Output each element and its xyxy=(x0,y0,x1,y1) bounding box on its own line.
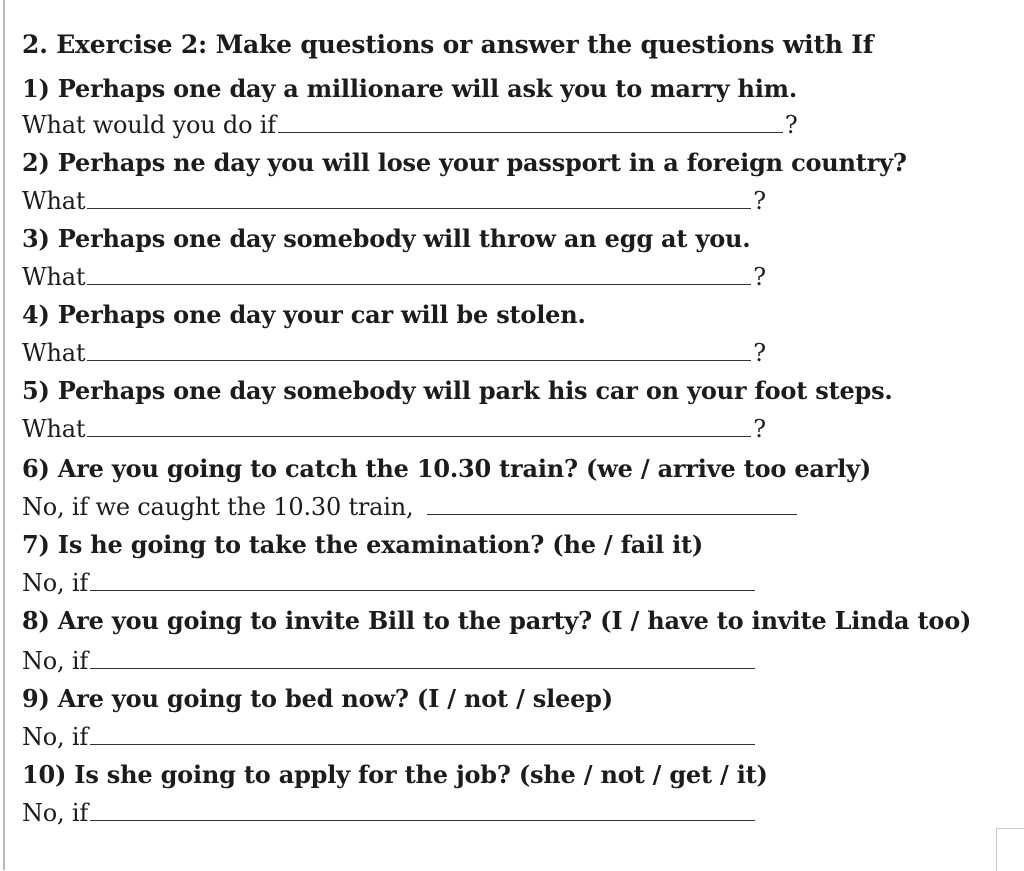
question-9-blank[interactable] xyxy=(90,722,755,745)
question-8-blank[interactable] xyxy=(90,646,755,669)
question-9-answer-line xyxy=(22,722,757,752)
question-5-answer-end: ? xyxy=(753,415,766,443)
question-8-prompt: 8) Are you going to invite Bill to the party? (I / have to invite Linda too) xyxy=(22,606,972,635)
question-1-answer-line xyxy=(22,110,798,140)
question-6-answer-line xyxy=(22,492,799,522)
question-5-answer-line xyxy=(22,414,766,444)
question-4-answer-line xyxy=(22,338,766,368)
question-3-answer-start: What xyxy=(22,263,86,291)
question-7-answer-start: No, if xyxy=(22,569,89,597)
question-10-blank[interactable] xyxy=(90,798,755,821)
question-2-answer-end: ? xyxy=(753,187,766,215)
question-6-answer-start: No, if we caught the 10.30 train, xyxy=(22,493,414,521)
exercise-title: 2. Exercise 2: Make questions or answer the questions with If xyxy=(22,30,874,59)
question-1-blank[interactable] xyxy=(278,110,783,133)
question-6-blank[interactable] xyxy=(427,492,797,515)
question-5-answer-start: What xyxy=(22,415,86,443)
question-3-answer-end: ? xyxy=(753,263,766,291)
question-1-answer-start: What would you do if xyxy=(22,111,276,139)
question-6-prompt: 6) Are you going to catch the 10.30 train? (we / arrive too early) xyxy=(22,454,872,483)
question-4-prompt: 4) Perhaps one day your car will be stolen. xyxy=(22,300,586,329)
question-4-answer-end: ? xyxy=(753,339,766,367)
question-8-answer-start: No, if xyxy=(22,647,89,675)
question-9-answer-start: No, if xyxy=(22,723,89,751)
question-4-blank[interactable] xyxy=(87,338,751,361)
question-8-answer-line xyxy=(22,646,757,676)
question-10-answer-start: No, if xyxy=(22,799,89,827)
question-7-prompt: 7) Is he going to take the examination? (he / fail it) xyxy=(22,530,704,559)
question-5-prompt: 5) Perhaps one day somebody will park his car on your foot steps. xyxy=(22,376,893,405)
question-10-answer-line xyxy=(22,798,757,828)
question-5-blank[interactable] xyxy=(87,414,751,437)
page-corner-mark xyxy=(996,828,1024,871)
question-3-blank[interactable] xyxy=(87,262,751,285)
question-9-prompt: 9) Are you going to bed now? (I / not / sleep) xyxy=(22,684,613,713)
question-1-prompt: 1) Perhaps one day a millionare will ask you to marry him. xyxy=(22,74,798,103)
question-2-blank[interactable] xyxy=(87,186,751,209)
question-1-answer-end: ? xyxy=(784,111,798,139)
question-7-answer-line xyxy=(22,568,757,598)
question-2-prompt: 2) Perhaps ne day you will lose your passport in a foreign country? xyxy=(22,148,907,177)
question-4-answer-start: What xyxy=(22,339,86,367)
question-3-answer-line xyxy=(22,262,766,292)
question-3-prompt: 3) Perhaps one day somebody will throw an egg at you. xyxy=(22,224,751,253)
question-7-blank[interactable] xyxy=(90,568,755,591)
question-2-answer-line xyxy=(22,186,766,216)
question-2-answer-start: What xyxy=(22,187,86,215)
question-10-prompt: 10) Is she going to apply for the job? (she / not / get / it) xyxy=(22,760,768,789)
page-left-border xyxy=(3,0,5,870)
